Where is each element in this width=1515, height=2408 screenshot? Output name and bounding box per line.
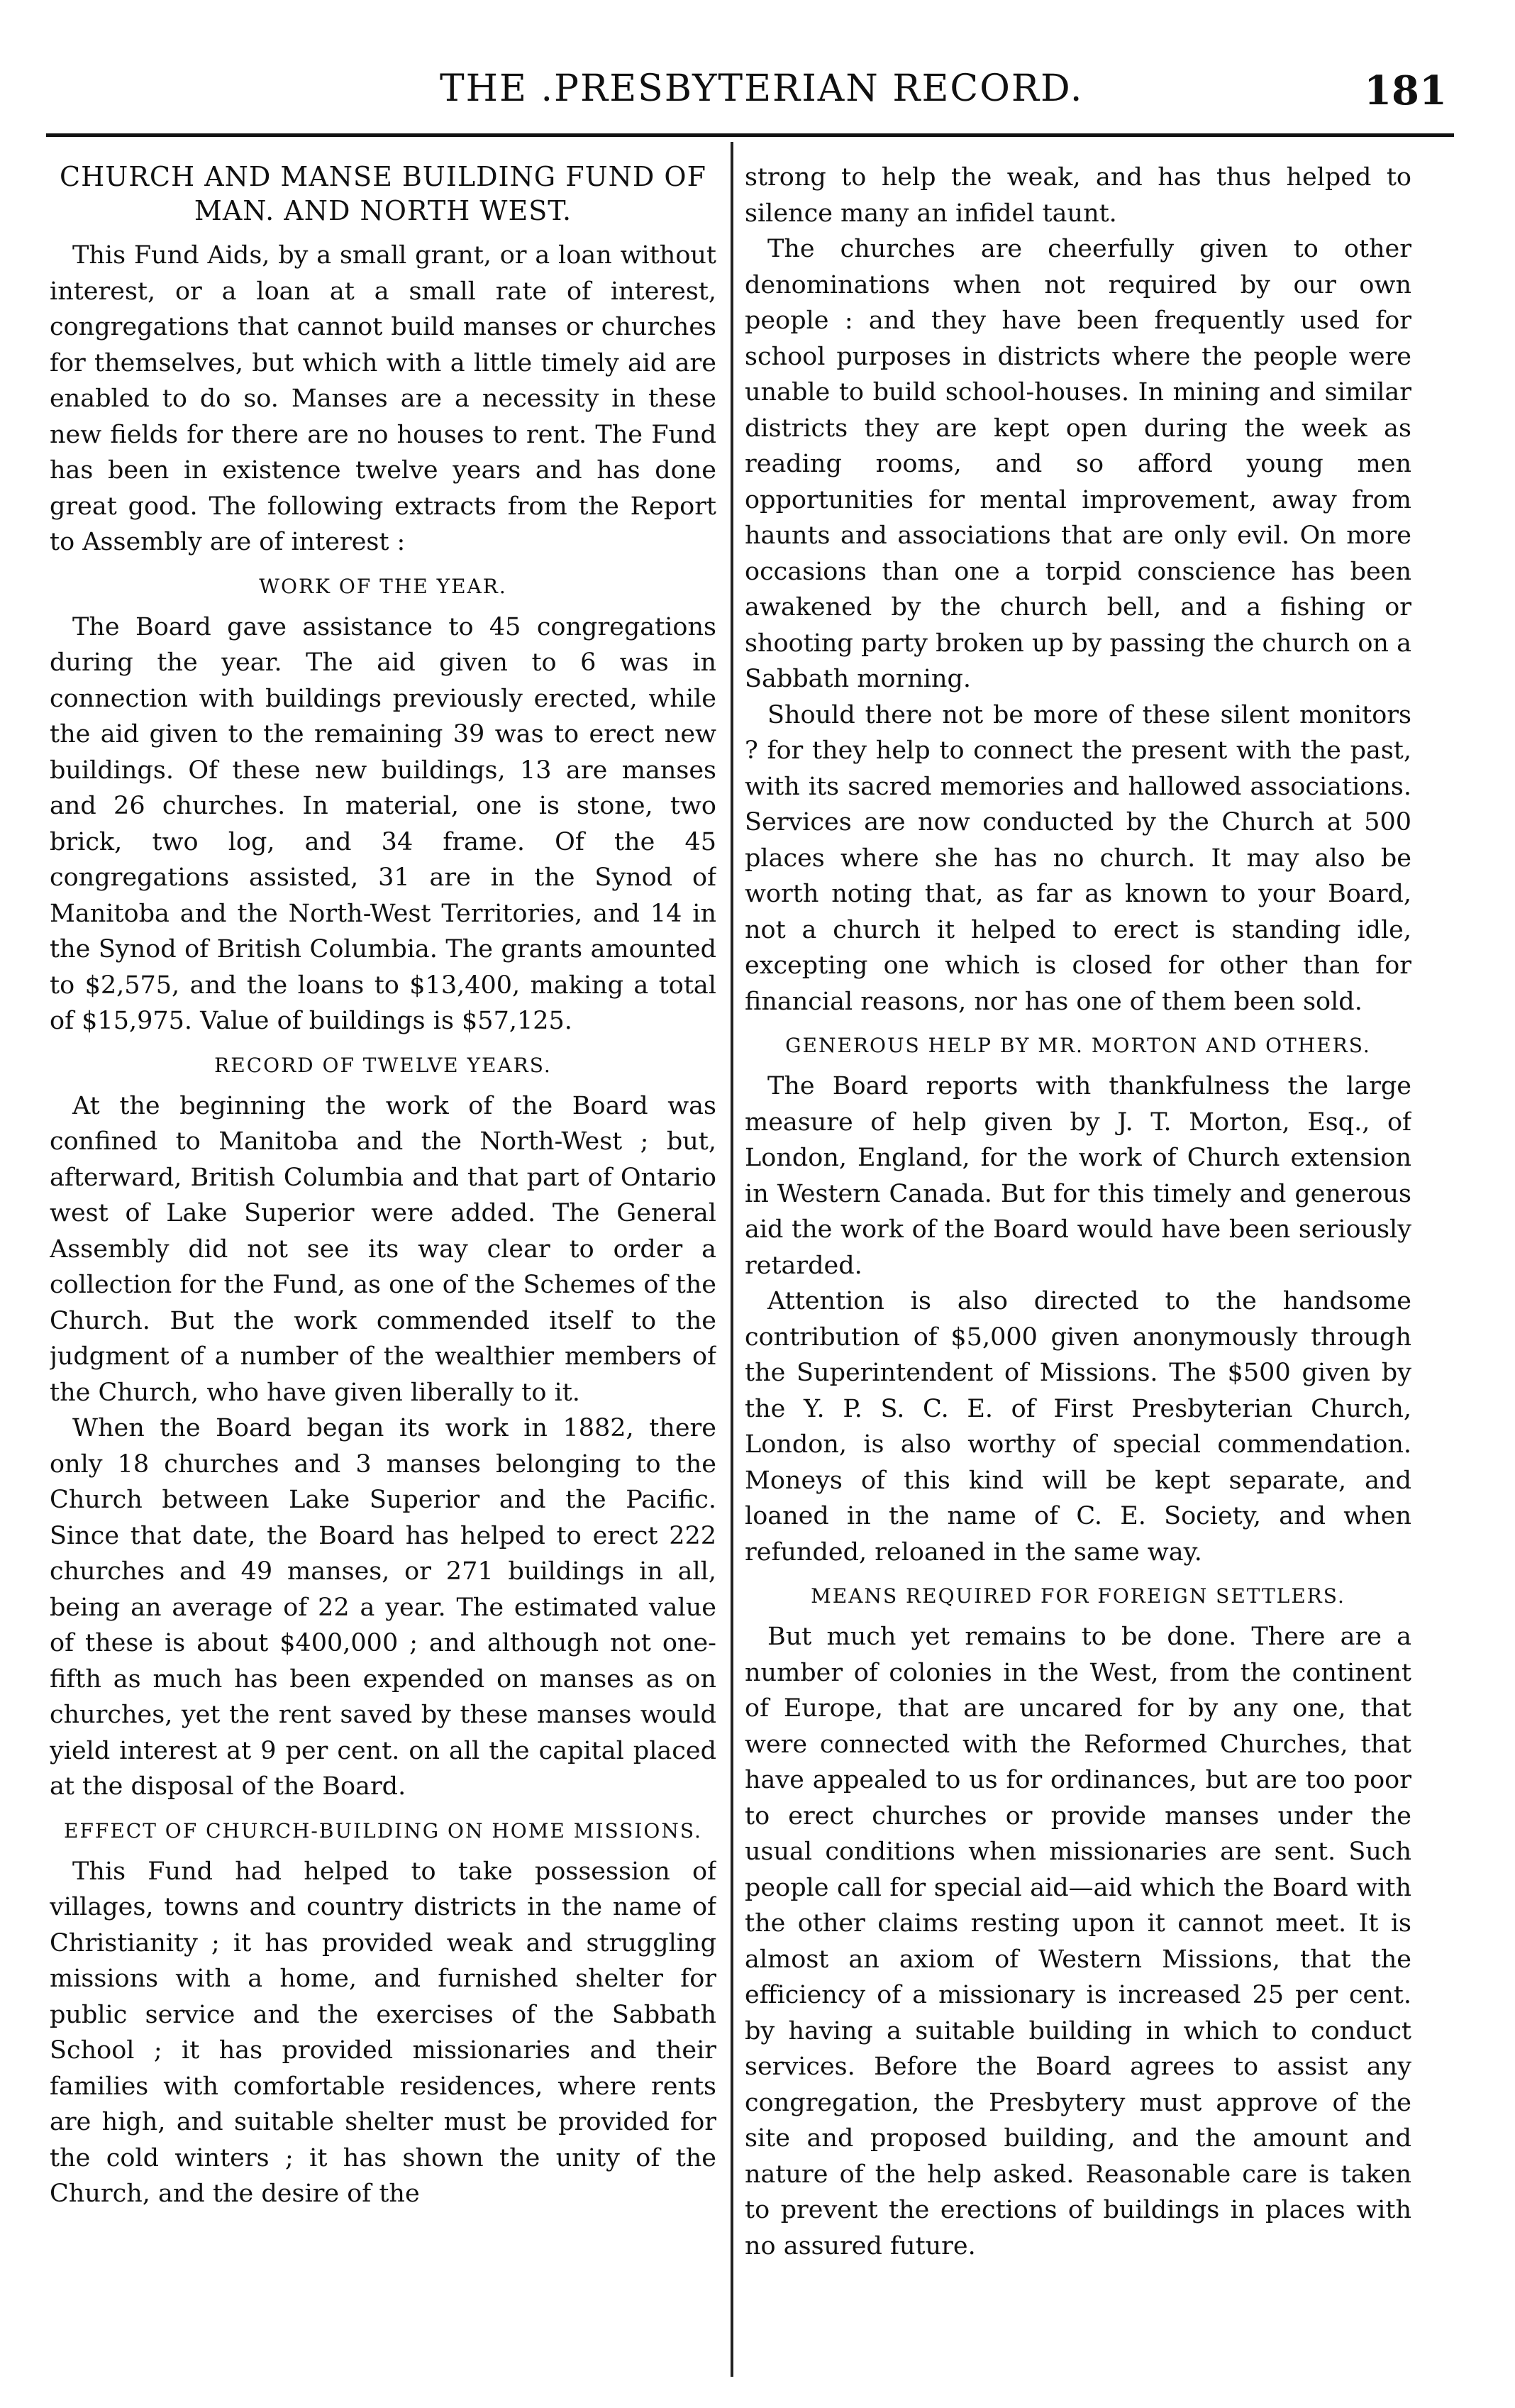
left-column [50, 160, 716, 2387]
section-heading-work: WORK OF THE YEAR. [259, 574, 507, 598]
article-title: CHURCH AND MANSE BUILDING FUND OF MAN. AND NORTH WEST. [60, 161, 706, 226]
section-heading-means: MEANS REQUIRED FOR FOREIGN SETTLERS. [811, 1584, 1345, 1608]
header-rule [46, 133, 1454, 137]
paragraph: This Fund Aids, by a small grant, or a loan without interest, or a loan at a small rate of interest, congregations that cannot build manses or churches for themselves, but which with a little timely aid are enabled to do so. Manses are a necessity in these new fields for there are no houses to rent. The Fund has been in existence twelve years and has done great good. The following extracts from the Report to Assembly are of interest : [50, 241, 716, 556]
paragraph: This Fund had helped to take possession of villages, towns and country districts in the name of Christianity ; it has provided weak and struggling missions with a home, and furnished shelter for public service and the exercises of the Sabbath School ; it has provided missionaries and their families with comfortable residences, where rents are high, and suitable shelter must be provided for the cold winters ; it has shown the unity of the Church, and the desire of the [50, 1857, 716, 2208]
paragraph: The Board gave assistance to 45 congregations during the year. The aid given to 6 was in connection with buildings previously erected, while the aid given to the remaining 39 was to erect new buildings. Of these new buildings, 13 are manses and 26 churches. In material, one is stone, two brick, two log, and 34 frame. Of the 45 congregations assisted, 31 are in the Synod of Manitoba and the North-West Territories, and 14 in the Synod of British Columbia. The grants amounted to $2,575, and the loans to $13,400, making a total of $15,975. Value of buildings is $57,125. [50, 612, 716, 1035]
section-heading-generous: GENEROUS HELP BY MR. MORTON AND OTHERS. [785, 1034, 1371, 1057]
paragraph: But much yet remains to be done. There are a number of colonies in the West, from the continent of Europe, that are uncared for by any one, that were connected with the Reformed Churches, that have appealed to us for ordinances, but are too poor to erect churches or provide manses under the usual conditions when missionaries are sent. Such people call for special aid—aid which the Board with the other claims resting upon it cannot meet. It is almost an axiom of Western Missions, that the efficiency of a missionary is increased 25 per cent. by having a suitable building in which to conduct services. Before the Board agrees to assist any congregation, the Presbytery must approve of the site and proposed building, and the amount and nature of the help asked. Reasonable care is taken to prevent the erections of buildings in places with no assured future. [745, 1623, 1411, 2260]
section-heading-record: RECORD OF TWELVE YEARS. [214, 1053, 552, 1077]
paragraph: The Board reports with thankfulness the large measure of help given by J. T. Morton, Esq., of London, England, for the work of Church extension in Western Canada. But for this timely and generous aid the work of the Board would have been seriously retarded. [745, 1072, 1411, 1280]
column-divider [731, 142, 733, 2377]
page-number: 181 [1364, 67, 1447, 114]
right-column [745, 160, 1411, 2387]
paragraph: When the Board began its work in 1882, there only 18 churches and 3 manses belonging to the Church between Lake Superior and the Pacific. Since that date, the Board has helped to erect 222 churches and 49 manses, or 271 buildings in all, being an average of 22 a year. The estimated value of these is about $400,000 ; and although not one-fifth as much has been expended on manses as on churches, yet the rent saved by these manses would yield interest at 9 per cent. on all the capital placed at the disposal of the Board. [50, 1414, 716, 1801]
paragraph: The churches are cheerfully given to other denominations when not required by our own people : and they have been frequently used for school purposes in districts where the people were unable to build school-houses. In mining and similar districts they are kept open during the week as reading rooms, and so afford young men opportunities for mental improvement, away from haunts and associations that are only evil. On more occasions than one a torpid conscience has been awakened by the church bell, and a fishing or shooting party broken up by passing the church on a Sabbath morning. [745, 235, 1411, 693]
running-title: THE .PRESBYTERIAN RECORD. [440, 67, 1084, 110]
paragraph: Attention is also directed to the handsome contribution of $5,000 given anonymously through the Superintendent of Missions. The $500 given by the Y. P. S. C. E. of First Presbyterian Church, London, is also worthy of special commendation. Moneys of this kind will be kept separate, and loaned in the name of C. E. Society, and when refunded, reloaned in the same way. [745, 1287, 1411, 1567]
section-heading-effect: EFFECT OF CHURCH-BUILDING ON HOME MISSIONS. [64, 1818, 702, 1843]
paragraph: strong to help the weak, and has thus helped to silence many an infidel taunt. [745, 163, 1411, 228]
paragraph: At the beginning the work of the Board was confined to Manitoba and the North-West ; but, afterward, British Columbia and that part of Ontario west of Lake Superior were added. The General Assembly did not see its way clear to order a collection for the Fund, as one of the Schemes of the Church. But the work commended itself to the judgment of a number of the wealthier members of the Church, who have given liberally to it. [50, 1091, 716, 1407]
paragraph: Should there not be more of these silent monitors ? for they help to connect the present with the past, with its sacred memories and hallowed associations. Services are now conducted by the Church at 500 places where she has no church. It may also be worth noting that, as far as known to your Board, not a church it helped to erect is standing idle, excepting one which is closed for other than for financial reasons, nor has one of them been sold. [745, 700, 1411, 1016]
page-header [440, 67, 1447, 124]
